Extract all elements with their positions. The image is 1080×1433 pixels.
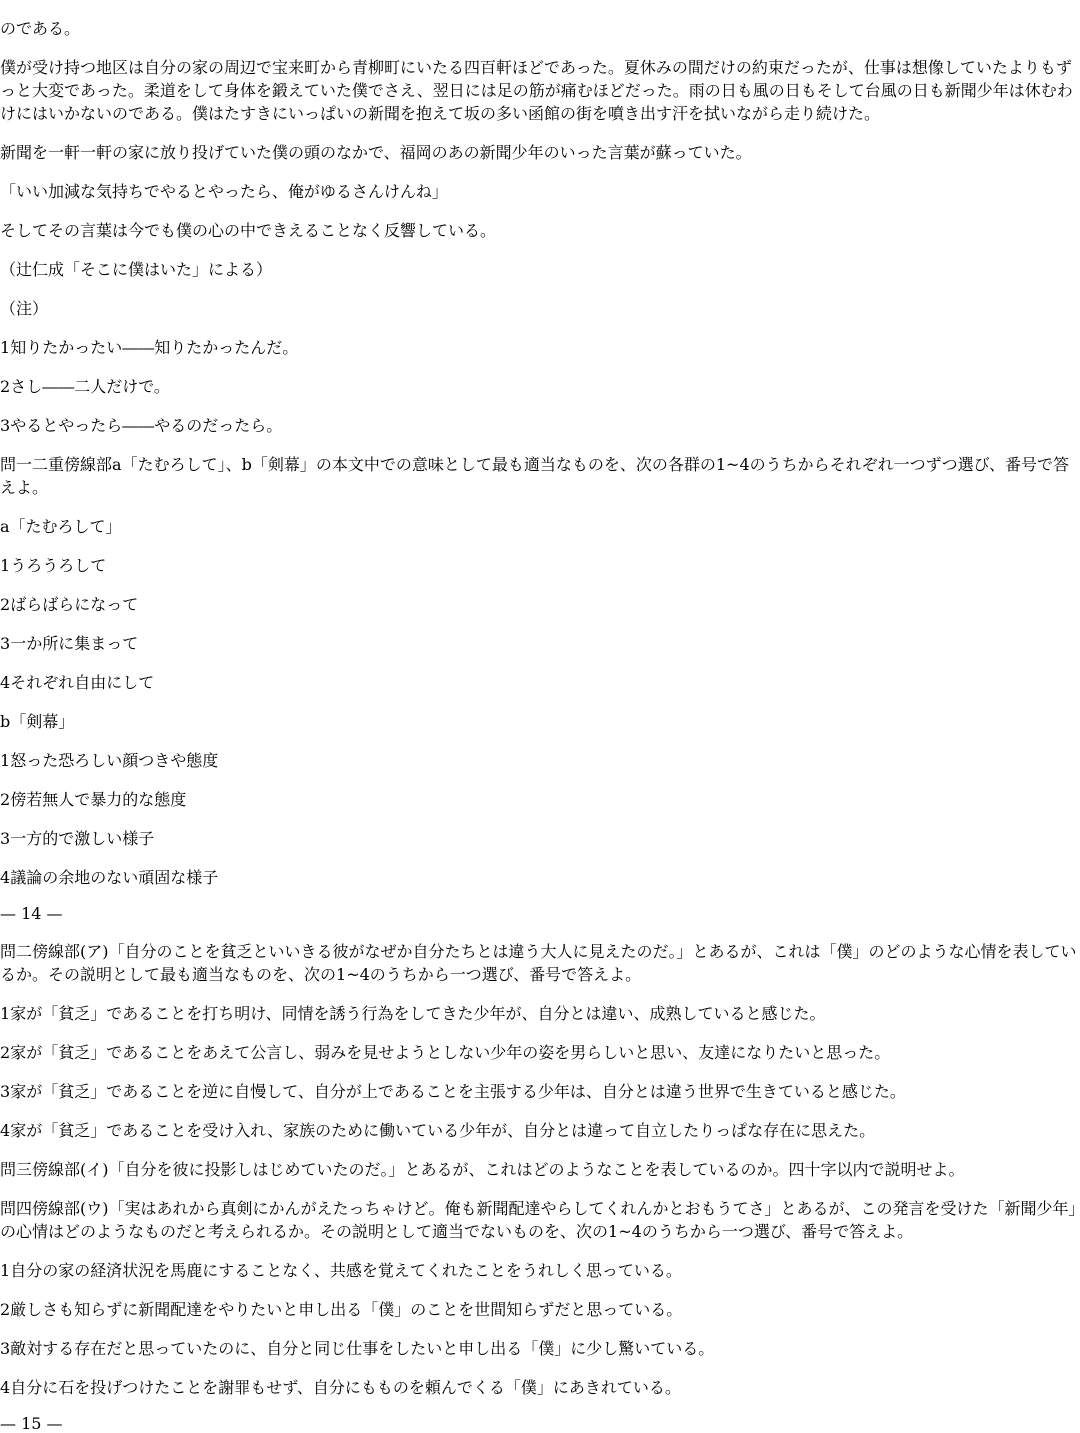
note-number: 3 [0,416,11,435]
q4-option-4: 4自分に石を投げつけたことを謝罪もせず、自分にもものを頼んでくる「僕」にあきれている。 [0,1378,681,1397]
page-number: — 14 — [0,904,63,923]
note-number: 2 [0,377,11,396]
note-text: 知りたかったい――知りたかったんだ。 [10,338,299,357]
q4-option-3: 3敵対する存在だと思っていたのに、自分と同じ仕事をしたいと申し出る「僕」に少し驚いている。 [0,1339,715,1358]
q2-option-3: 3家が「貧乏」であることを逆に自慢して、自分が上であることを主張する少年は、自分とは違う世界で生きていると感じた。 [0,1082,906,1101]
question-2-label: 問二 [0,942,33,961]
q1-group-b-letter: b [0,712,11,731]
page-15 [0,939,1080,1433]
question-2-prompt: 問二傍線部(ア)「自分のことを貧乏といいきる彼がなぜか自分たちとは違う大人に見えたのだ。」とあるが、これは「僕」のどのような心情を表しているか。その説明として最も適当なものを、次の1~4のうちから一つ選び、番号で答えよ。 [0,942,1077,984]
note-item [0,374,1080,397]
q1-a-option-2: 2ばらばらになって [0,595,139,614]
notes-label: （注） [0,299,49,318]
q1-b-option-3: 3一方的で激しい様子 [0,829,155,848]
passage-paragraph: そしてその言葉は今でも僕の心の中できえることなく反響している。 [0,221,497,240]
q1-group-b-word: 「剣幕」 [10,712,75,731]
passage-paragraph: のである。 [0,19,81,38]
q1-b-option-2: 2傍若無人で暴力的な態度 [0,790,187,809]
q2-option-2: 2家が「貧乏」であることをあえて公言し、弱みを見せようとしない少年の姿を男らしいと思い、友達になりたいと思った。 [0,1043,891,1062]
passage [0,16,1080,436]
page-14 [0,16,1080,923]
passage-paragraph: 「いい加減な気持ちでやるとやったら、俺がゆるさんけんね」 [0,182,448,201]
q1-a-option-1: 1うろうろして [0,556,107,575]
q4-option-1: 1自分の家の経済状況を馬鹿にすることなく、共感を覚えてくれたことをうれしく思っている。 [0,1261,682,1280]
q1-group-a-head [0,514,1080,537]
question-1-prompt: 問一二重傍線部a「たむろして」、b「剣幕」の本文中での意味として最も適当なものを、次の各群の1~4のうちからそれぞれ一つずつ選び、番号で答えよ。 [0,455,1069,497]
open-book [0,16,1080,1433]
q1-b-option-1: 1怒った恐ろしい顔つきや態度 [0,751,219,770]
page-number: — 15 — [0,1414,63,1433]
photo-background [0,16,1080,1433]
note-text: やるとやったら――やるのだったら。 [10,416,283,435]
note-item [0,413,1080,436]
note-number: 1 [0,338,11,357]
q1-group-b-head [0,709,1080,732]
q1-a-option-4: 4それぞれ自由にして [0,673,155,692]
question-1-label: 問一 [0,455,33,474]
q1-group-a-letter: a [0,517,10,536]
questions-3-4 [0,1157,1080,1398]
question-3-label: 問三 [0,1160,33,1179]
question-3-prompt: 問三傍線部(イ)「自分を彼に投影しはじめていたのだ。」とあるが、これはどのようなことを表しているのか。四十字以内で説明せよ。 [0,1160,965,1179]
question-4-prompt: 問四傍線部(ウ)「実はあれから真剣にかんがえたっちゃけど。俺も新聞配達やらしてくれんかとおもうてさ」とあるが、この発言を受けた「新聞少年」の心情はどのようなものだと考えられるか。その説明として適当でないものを、次の1~4のうちから一つ選び、番号で答えよ。 [0,1199,1077,1241]
note-item [0,335,1080,358]
passage-paragraph: 僕が受け持つ地区は自分の家の周辺で宝来町から青柳町にいたる四百軒ほどであった。夏休みの間だけの約束だったが、仕事は想像していたよりもずっと大変であった。柔道をして身体を鍛えていた僕でさえ、翌日には足の筋が痛むほどだった。雨の日も風の日もそして台風の日も新聞少年は休むわけにはいかないのである。僕はたすきにいっぱいの新聞を抱えて坂の多い函館の街を噴き出す汗を拭いながら走り続けた。 [0,58,1073,123]
passage-attribution: （辻仁成「そこに僕はいた」による） [0,260,273,279]
q2-option-4: 4家が「貧乏」であることを受け入れ、家族のために働いている少年が、自分とは違って自立したりっぱな存在に思えた。 [0,1121,876,1140]
q4-option-2: 2厳しさも知らずに新聞配達をやりたいと申し出る「僕」のことを世間知らずだと思っている。 [0,1300,683,1319]
q1-a-option-3: 3一か所に集まって [0,634,139,653]
question-1 [0,452,1080,888]
question-2 [0,939,1080,1141]
q2-option-1: 1家が「貧乏」であることを打ち明け、同情を誘う行為をしてきた少年が、自分とは違い、成熟していると感じた。 [0,1004,826,1023]
question-4-label: 問四 [0,1199,33,1218]
passage-paragraph: 新聞を一軒一軒の家に放り投げていた僕の頭のなかで、福岡のあの新聞少年のいった言葉が蘇っていた。 [0,143,752,162]
q1-b-option-4: 4議論の余地のない頑固な様子 [0,868,219,887]
note-text: さし――二人だけで。 [10,377,170,396]
passage-notes [0,296,1080,436]
q1-group-a-word: 「たむろして」 [9,517,122,536]
